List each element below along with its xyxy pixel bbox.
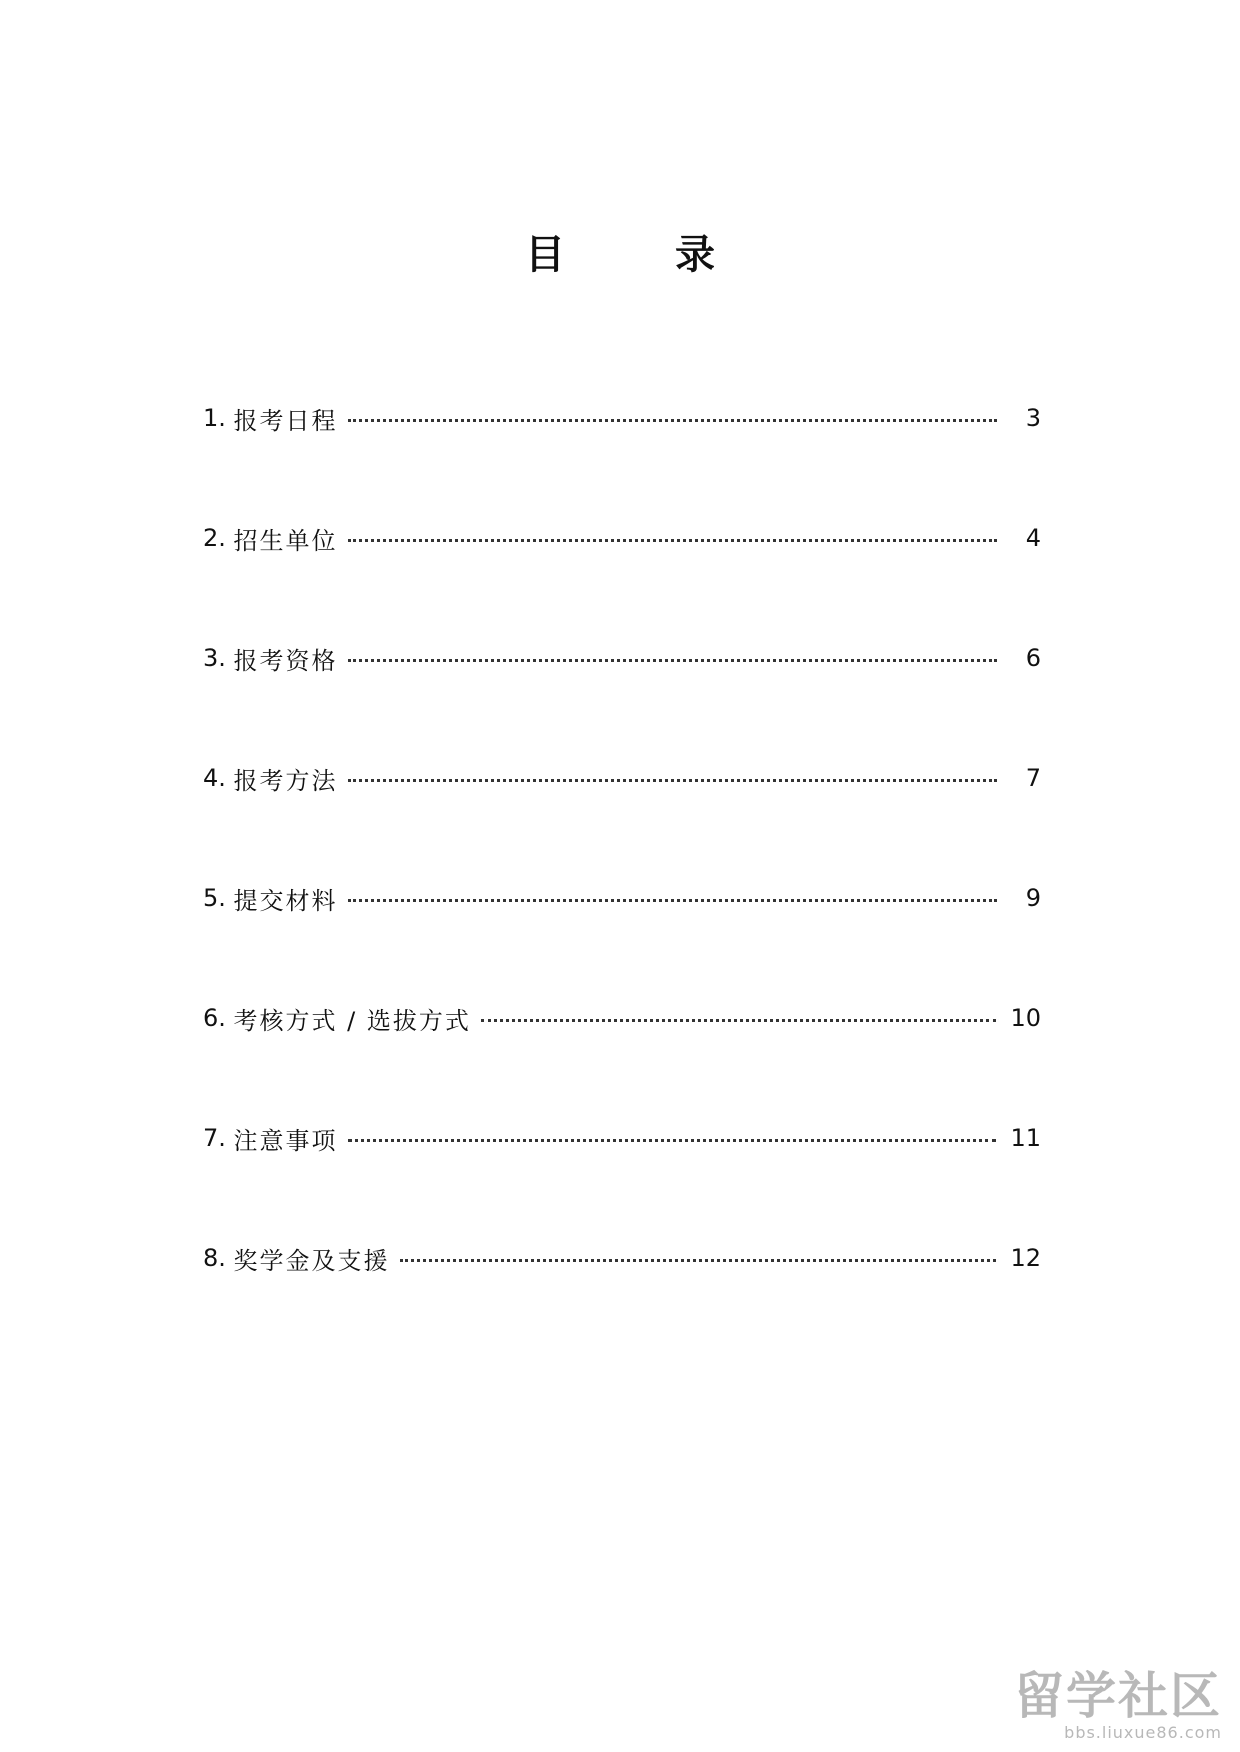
toc-entry-page: 6 [1025,644,1041,672]
toc-entry-number: 6. [203,1004,226,1032]
toc-entry-page: 10 [1010,1004,1041,1032]
toc-entry [203,1198,1041,1318]
toc-entry-label: 报考方法 [233,766,338,795]
toc-entry-number: 2. [203,524,226,552]
toc-entry [203,1078,1041,1198]
toc-entry-label: 考核方式 / 选拔方式 [233,1006,471,1035]
toc-entry-label: 招生单位 [233,526,338,555]
toc-entry-page: 11 [1010,1124,1041,1152]
toc-entry-page: 3 [1025,404,1041,432]
watermark-logo-text: 留学社区 [1014,1667,1222,1726]
watermark-url: bbs.liuxue86.com [1064,1723,1222,1743]
toc-entry-label: 报考日程 [233,406,338,435]
toc-entry-number: 7. [203,1124,226,1152]
toc-entry [203,958,1041,1078]
dot-leader [400,1259,997,1262]
toc-entry [203,838,1041,958]
table-of-contents [203,358,1041,1318]
toc-entry-label: 注意事项 [233,1126,338,1155]
toc-entry [203,718,1041,838]
toc-entry [203,478,1041,598]
toc-entry [203,598,1041,718]
toc-entry-number: 5. [203,884,226,912]
dot-leader [348,659,997,662]
dot-leader [348,539,997,542]
dot-leader [348,419,997,422]
dot-leader [348,899,997,902]
page-title: 目 录 [525,232,763,278]
toc-entry-number: 4. [203,764,226,792]
toc-entry-page: 4 [1025,524,1041,552]
toc-entry-label: 报考资格 [233,646,338,675]
toc-entry-number: 3. [203,644,226,672]
toc-entry-page: 9 [1025,884,1041,912]
toc-entry-number: 8. [203,1244,226,1272]
toc-entry-label: 奖学金及支援 [233,1246,390,1275]
dot-leader [348,1139,997,1142]
toc-entry-label: 提交材料 [233,886,338,915]
toc-entry [203,358,1041,478]
toc-entry-page: 12 [1010,1244,1041,1272]
dot-leader [348,779,997,782]
dot-leader [481,1019,997,1022]
toc-entry-page: 7 [1025,764,1041,792]
watermark [1014,1669,1222,1742]
toc-entry-number: 1. [203,404,226,432]
